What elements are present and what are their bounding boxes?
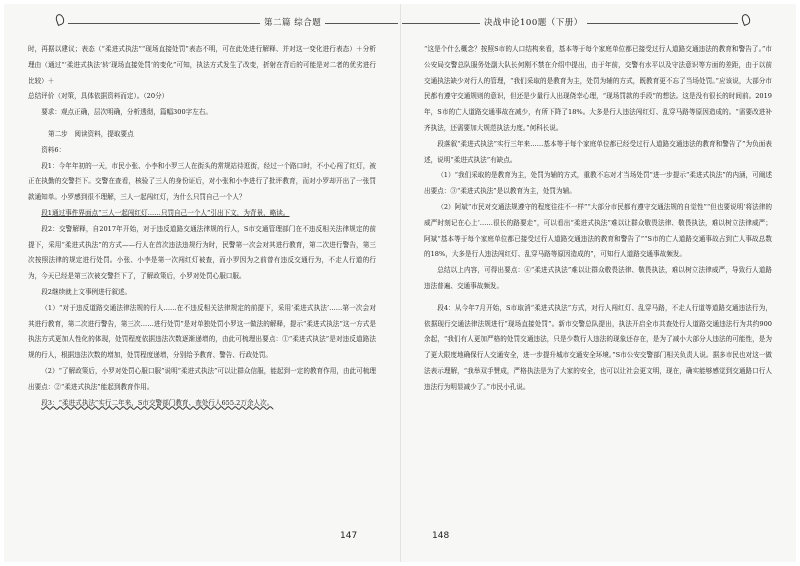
- right-page: [424, 42, 772, 396]
- book-spread: [4, 4, 796, 562]
- left-page: [28, 42, 376, 411]
- step-heading: 第二步 阅读资料，提取要点: [48, 129, 134, 138]
- analysis-point: （1）“我们采取的是教育为主，处罚为辅的方式，重教不忘对才当场处罚”进一步提示“柔进式执法”的内涵，可阐述出要点：③“柔进式执法”是以教育为主，处罚为辅。: [424, 171, 772, 196]
- material-paragraph: 段1：今年年初的一天，市民小张、小李和小罗三人在街头的常规站待逛街，经过一个路口时，不小心闯了红灯，被正在执勤的交警拦下。交警在查看，核验了三人的身份证后，对小张和小李进行了批评教育，而对小罗却开出了一张罚款通知单。小罗感到很不理解，三人一起闯红灯，为什么只罚自己一个人？: [28, 161, 376, 202]
- leaf-ornament-icon: [740, 13, 751, 26]
- page-gutter: [400, 4, 401, 562]
- material-paragraph: 段4：从今年7月开始，S市取消“柔进式执法”方式，对行人闯红灯、乱穿马路，不走人行道等道路交通违法行为，依据现行交通法律法规进行“现场直接处罚”。新市交警总队提出，执法开启全市共查处行人道路交通违法行为共约900余起，“我们有人更加严格的处罚交通违法，只是少数行人违法的现象还存在，是为了减小大部分人违法的可能性，是为了更大限度地确保行人交通安全，进一步提升城市交通安全环境。”S市公安交警部门相关负责人说。据多市民也对这一做法表示理解，“我举双手赞成，严格执法是为了大家的安全，也可以让社会更文明，现在，确实能够感觉到交通路口行人违法行为明显减少了。”市民小孔说。: [424, 303, 772, 391]
- analysis-note: 段1通过事件界面点“三人一起闯红灯……只罚自己一个人”引出下文，为背景，略读。: [41, 208, 290, 217]
- requirement-text: 要求：观点正确，层次明确，分析透彻，篇幅300字左右。: [41, 108, 213, 117]
- analysis-point: （2）“了解政策后，小罗对处罚心服口服”说明“柔进式执法”可以让群众信服，能起到一定的教育作用，由此可梳理出要点：②“柔进式执法”能起到教育作用。: [28, 366, 376, 391]
- analysis-note: 段落叙“柔进式执法”实行三年来……基本等于每个家庭单位都已经受过行人道路交通违法的教育和警告了”为负面表述，说明“柔进式执法”有缺点。: [424, 139, 772, 164]
- material-paragraph: “这是个什么概念？按照S市的人口结构来看，基本等于每个家庭单位都已接受过行人道路交通违法的教育和警告了。”市公安局交警总队服务处副大队长何刚不禁在介绍中提出，由于年前，交警有水平以及守法意识等方面的差距，由于以前交通执法缺少对行人的管理，“我们采取的是教育为主，处罚为辅的方式，既教育更不忘了当场处罚。”应该说，大部分市民都有遵守交通规则的意识，但还是少量行人出现侥幸心理，“现场罚款的手段”的想法。这是没有很长的时间前。2019年，S市的亡人道路交通事故在减少，有所下降了18%。大多是行人违法闯红灯、乱穿马路等原因造成的。“需要改进补齐执法，还需要加大规范执法力度。”何科长说。: [424, 45, 772, 132]
- analysis-point: （1）“对于违反道路交通法律法规的行人……在不违反相关法律规定的前提下，采用‘柔进式执法’……第一次会对其进行教育，第二次进行警告，第三次……进行处罚”是对单独处罚小罗这一做法的解释，提示“柔进式执法”这一方式是执法方式更加人性化的体现，处罚程度依据违法次数逐渐递增的，由此可梳理出要点：①“柔进式执法”是对违反道路法规的行人，根据违法次数的增加，处罚程度递增，分别给予教育、警告、行政处罚。: [28, 303, 376, 360]
- material-paragraph: 段2：交警解释，自2017年开始，对于违反道路交通法律规的行人，S市交通管理部门在不违反相关法律规定的前提下，采用“柔进式执法”的方式——行人在首次违法违规行为时，民警第一次会对其进行教育，第二次进行警告，第三次按照法律的规定进行处罚。小张、小李是第一次闯红灯被查，而小罗因为之前曾有违反交通行为，不走人行道的行为，今天已经是第三次被交警拦下了，了解政策后，小罗对处罚心服口服。: [28, 224, 376, 281]
- material-paragraph: 段3：“柔进式执法”实行二年来，S市交警部门教育、查处行人655.2万余人次。: [41, 398, 274, 407]
- material-label: 资料6：: [41, 145, 66, 154]
- analysis-note: 段2继续就上文事例进行叙述。: [41, 287, 132, 296]
- page-number-left: 147: [340, 531, 358, 541]
- answer-hint-paragraph: 总结评价（对策，具体依据资料而定）。（20分）: [28, 92, 169, 101]
- answer-hint-paragraph: 时，再据以建议；表态（“柔进式执法”“现场直接处罚”表态不明，可在此处进行解释、并对这一变化进行表态）＋分析理由（通过“‘柔进式执法’转‘现场直接处罚’的变化”可知，执法方式发生了改变，折射在背后的可能是对二者的优劣进行比较）＋: [28, 45, 376, 85]
- page-number-right: 148: [432, 531, 450, 541]
- section-header: 第二篇 综合题: [260, 16, 325, 30]
- analysis-point: （2）阿斌“市民对交通法规遵守的程度往往不一样”“大部分市民都有遵守交通法规的自觉性”“但也要说明‘将法律的威严时刻记在心上’……很长的路要走”，可以看出“柔进式执法”难以让群众敬畏法律、敬畏执法，难以树立法律威严；阿斌“基本等于每个家庭单位都已接受过行人道路交通违法的教育和警告了”“S市的亡人道路交通事故占到亡人事故总数的18%，大多是行人违法闯红灯、乱穿马路等原因造成的”，可知行人道路交通事故频发。: [424, 202, 772, 259]
- summary-point: 总结以上内容，可得出要点：④“柔进式执法”难以让群众敬畏法律、敬畏执法，难以树立法律威严，导致行人道路违法普遍、交通事故频发。: [424, 266, 772, 290]
- header-rule-left: [68, 23, 398, 24]
- book-title-header: 决战申论100题（下册）: [480, 16, 587, 30]
- leaf-ornament-icon: [54, 13, 65, 26]
